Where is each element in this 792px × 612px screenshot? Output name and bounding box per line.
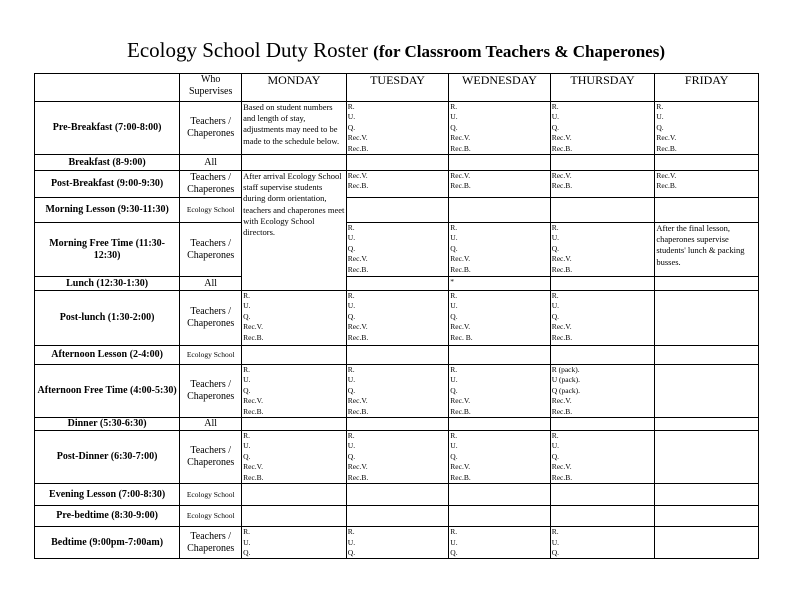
duty-code: U.: [450, 537, 458, 547]
cell-wed: [449, 506, 550, 527]
cell-tue: [346, 365, 449, 418]
cell-thu: [550, 223, 655, 277]
duty-code: R.: [450, 431, 458, 441]
duty-code: U.: [347, 375, 356, 385]
duty-code: Rec.V.: [551, 133, 572, 143]
row-supervisor: All: [180, 155, 242, 171]
monday-note-adjustments: Based on student numbers and length of stay, adjustments may need to be made to the schedule below.: [242, 102, 347, 155]
row-time-label: Post-Dinner (6:30-7:00): [35, 431, 180, 484]
cell-mon: [242, 418, 347, 431]
cell-thu: [550, 277, 655, 291]
duty-code: Rec.V.: [243, 322, 264, 332]
duty-code: Q.: [450, 547, 458, 557]
duty-code: U.: [450, 301, 458, 311]
cell-thu: [550, 484, 655, 506]
header-friday: FRIDAY: [655, 74, 759, 102]
row-supervisor: Ecology School: [180, 198, 242, 223]
duty-code: Rec.V.: [243, 462, 264, 472]
duty-code: Rec.V.: [347, 171, 368, 181]
cell-wed: [449, 431, 550, 484]
row-supervisor: Ecology School: [180, 484, 242, 506]
duty-code: R.: [347, 102, 355, 111]
row-supervisor: Teachers / Chaperones: [180, 527, 242, 559]
duty-code: Rec.B.: [551, 264, 573, 274]
row-time-label: Bedtime (9:00pm-7:00am): [35, 527, 180, 559]
row-time-label: Post-lunch (1:30-2:00): [35, 291, 180, 346]
row-supervisor: Teachers / Chaperones: [180, 223, 242, 277]
duty-code: U.: [450, 441, 458, 451]
cell-tue: [346, 346, 449, 365]
cell-wed: [449, 291, 550, 346]
cell-fri: [655, 484, 759, 506]
duty-code: Q.: [551, 547, 560, 557]
duty-code: Rec.B.: [450, 472, 471, 482]
cell-tue: [346, 291, 449, 346]
duty-code: Q.: [551, 122, 560, 132]
duty-code: Rec.V.: [347, 462, 368, 472]
table-row: [35, 155, 759, 171]
table-row: [35, 431, 759, 484]
cell-fri: [655, 346, 759, 365]
row-supervisor: Teachers / Chaperones: [180, 431, 242, 484]
duty-code: U.: [347, 537, 356, 547]
duty-code: U.: [551, 233, 560, 243]
duty-code: U.: [450, 112, 458, 122]
cell-wed: [449, 155, 550, 171]
cell-tue: [346, 277, 449, 291]
duty-code: Rec.B.: [243, 332, 264, 342]
cell-tue: [346, 418, 449, 431]
duty-code: Rec.B.: [347, 472, 369, 482]
cell-mon: [242, 527, 347, 559]
cell-tue: [346, 171, 449, 198]
duty-code: R.: [450, 223, 458, 233]
duty-code: R.: [347, 365, 355, 375]
page-title: [0, 38, 792, 63]
cell-tue: [346, 155, 449, 171]
duty-code: Q.: [347, 385, 356, 395]
duty-code: Rec.B.: [656, 181, 677, 191]
duty-code: R.: [450, 365, 458, 375]
cell-tue: [346, 102, 449, 155]
duty-code: Rec.B.: [243, 406, 264, 416]
cell-tue: [346, 223, 449, 277]
table-row: [35, 171, 759, 198]
cell-wed: [449, 346, 550, 365]
cell-mon: [242, 365, 347, 418]
duty-code: U.: [347, 112, 356, 122]
duty-code: R.: [450, 291, 458, 301]
header-blank: [35, 74, 180, 102]
duty-code: Q (pack).: [551, 385, 581, 395]
duty-code: Rec.B.: [243, 472, 264, 482]
duty-code: R.: [551, 431, 559, 441]
duty-code: R.: [347, 223, 355, 233]
row-time-label: Afternoon Free Time (4:00-5:30): [35, 365, 180, 418]
cell-tue: [346, 484, 449, 506]
duty-code: Rec.V.: [347, 322, 368, 332]
row-supervisor: Teachers / Chaperones: [180, 102, 242, 155]
duty-code: Rec.B.: [551, 143, 573, 153]
table-row: [35, 506, 759, 527]
table-row: [35, 198, 759, 223]
duty-code: U.: [347, 441, 356, 451]
duty-code: U.: [450, 233, 458, 243]
duty-code: U.: [347, 233, 356, 243]
duty-code: R.: [656, 102, 664, 111]
row-supervisor: All: [180, 418, 242, 431]
duty-code: Q.: [347, 451, 356, 461]
duty-code: Rec.V.: [450, 322, 471, 332]
duty-code: Rec.B.: [450, 143, 471, 153]
duty-code: Rec.V.: [551, 254, 572, 264]
table-row: [35, 102, 759, 155]
cell-wed: [449, 102, 550, 155]
duty-code: Rec.B.: [450, 264, 471, 274]
duty-code: Rec.V.: [450, 396, 471, 406]
duty-code: Q.: [347, 122, 356, 132]
row-time-label: Dinner (5:30-6:30): [35, 418, 180, 431]
cell-fri: [655, 171, 759, 198]
duty-code: Rec.B.: [551, 472, 573, 482]
duty-code: Q.: [450, 122, 458, 132]
cell-thu: [550, 171, 655, 198]
duty-code: Rec.B.: [347, 406, 369, 416]
duty-code: Q.: [347, 311, 356, 321]
duty-code: U.: [656, 112, 664, 122]
cell-thu: [550, 155, 655, 171]
duty-roster-table: [34, 73, 759, 559]
cell-thu: [550, 431, 655, 484]
cell-mon: [242, 346, 347, 365]
duty-code: Q.: [243, 385, 251, 395]
duty-code: U.: [243, 441, 251, 451]
duty-code: R.: [243, 365, 251, 375]
duty-code: R.: [450, 102, 458, 111]
duty-code: Rec.V.: [347, 254, 368, 264]
duty-code: Rec.V.: [347, 396, 368, 406]
table-row: [35, 484, 759, 506]
duty-code: Q.: [347, 243, 356, 253]
cell-mon: [242, 155, 347, 171]
duty-code: R.: [551, 527, 559, 537]
row-time-label: Lunch (12:30-1:30): [35, 277, 180, 291]
cell-mon: [242, 506, 347, 527]
table-row: [35, 418, 759, 431]
cell-wed: [449, 365, 550, 418]
duty-code: Rec.V.: [551, 171, 572, 181]
cell-wed: [449, 418, 550, 431]
duty-code: R.: [551, 291, 559, 301]
duty-code: R.: [551, 102, 559, 111]
table-row: [35, 346, 759, 365]
cell-thu: [550, 102, 655, 155]
row-supervisor: Teachers / Chaperones: [180, 365, 242, 418]
cell-tue: [346, 506, 449, 527]
row-time-label: Morning Free Time (11:30-12:30): [35, 223, 180, 277]
table-row: [35, 527, 759, 559]
duty-code: Rec.V.: [450, 133, 471, 143]
cell-fri: [655, 102, 759, 155]
duty-code: R.: [450, 527, 458, 537]
duty-code: Q.: [243, 547, 251, 557]
friday-note-final-lesson: After the final lesson, chaperones supervise students' lunch & packing busses.: [655, 223, 759, 277]
cell-fri: [655, 527, 759, 559]
row-supervisor: All: [180, 277, 242, 291]
cell-fri: [655, 418, 759, 431]
duty-code: Q.: [551, 243, 560, 253]
title-subtitle: (for Classroom Teachers & Chaperones): [373, 42, 665, 61]
duty-code: R (pack).: [551, 365, 580, 375]
table-row: [35, 291, 759, 346]
duty-code: Rec.V.: [656, 133, 677, 143]
duty-code: U (pack).: [551, 375, 581, 385]
duty-code: *: [450, 277, 455, 287]
header-supervises: Who Supervises: [180, 74, 242, 102]
duty-code: Rec.B.: [551, 406, 573, 416]
duty-code: Q.: [243, 311, 251, 321]
header-wednesday: WEDNESDAY: [449, 74, 550, 102]
cell-wed: [449, 171, 550, 198]
row-time-label: Morning Lesson (9:30-11:30): [35, 198, 180, 223]
row-time-label: Pre-Breakfast (7:00-8:00): [35, 102, 180, 155]
duty-code: Rec.B.: [656, 143, 677, 153]
cell-thu: [550, 365, 655, 418]
duty-code: Rec.B.: [347, 143, 369, 153]
header-tuesday: TUESDAY: [346, 74, 449, 102]
cell-thu: [550, 527, 655, 559]
cell-thu: [550, 291, 655, 346]
duty-code: Rec.V.: [656, 171, 677, 181]
duty-code: Rec. B.: [450, 332, 473, 342]
duty-code: R.: [347, 291, 355, 301]
cell-thu: [550, 198, 655, 223]
duty-code: Rec.V.: [450, 171, 471, 181]
duty-code: Rec.V.: [450, 254, 471, 264]
duty-code: Rec.V.: [551, 462, 572, 472]
row-supervisor: Teachers / Chaperones: [180, 291, 242, 346]
duty-code: R.: [347, 527, 355, 537]
table-row: [35, 365, 759, 418]
cell-tue: [346, 198, 449, 223]
duty-code: Q.: [450, 243, 458, 253]
cell-thu: [550, 418, 655, 431]
cell-fri: [655, 291, 759, 346]
duty-code: Rec.B.: [551, 181, 573, 191]
title-main: Ecology School Duty Roster: [127, 38, 368, 62]
duty-code: U.: [551, 301, 560, 311]
duty-code: Rec.B.: [551, 332, 573, 342]
table-row: [35, 223, 759, 277]
duty-code: R.: [551, 223, 559, 233]
duty-code: Q.: [450, 451, 458, 461]
row-supervisor: Teachers / Chaperones: [180, 171, 242, 198]
cell-fri: [655, 365, 759, 418]
duty-code: Q.: [551, 451, 560, 461]
row-time-label: Breakfast (8-9:00): [35, 155, 180, 171]
header-monday: MONDAY: [242, 74, 347, 102]
row-time-label: Afternoon Lesson (2-4:00): [35, 346, 180, 365]
duty-code: Q.: [347, 547, 356, 557]
cell-mon: [242, 484, 347, 506]
duty-code: Rec.V.: [347, 133, 368, 143]
monday-note-arrival: After arrival Ecology School staff supervise students during dorm orientation, teachers and chaperones meet with Ecology School directors.: [242, 171, 347, 291]
cell-fri: [655, 198, 759, 223]
cell-fri: [655, 431, 759, 484]
header-thursday: THURSDAY: [550, 74, 655, 102]
duty-code: Rec.B.: [450, 406, 471, 416]
cell-mon: [242, 431, 347, 484]
duty-code: U.: [551, 112, 560, 122]
cell-mon: [242, 291, 347, 346]
cell-wed: [449, 484, 550, 506]
cell-wed: [449, 527, 550, 559]
duty-code: R.: [347, 431, 355, 441]
duty-code: Rec.V.: [243, 396, 264, 406]
cell-tue: [346, 527, 449, 559]
duty-code: Q.: [450, 311, 458, 321]
cell-fri: [655, 155, 759, 171]
duty-code: Rec.B.: [450, 181, 471, 191]
row-supervisor: Ecology School: [180, 346, 242, 365]
cell-wed: [449, 198, 550, 223]
cell-fri: [655, 506, 759, 527]
cell-tue: [346, 431, 449, 484]
duty-code: Rec.B.: [347, 181, 369, 191]
table-row: [35, 277, 759, 291]
duty-code: U.: [243, 375, 251, 385]
row-supervisor: Ecology School: [180, 506, 242, 527]
duty-code: Q.: [450, 385, 458, 395]
duty-code: Rec.B.: [347, 264, 369, 274]
duty-code: R.: [243, 291, 251, 301]
duty-code: Rec.B.: [347, 332, 369, 342]
cell-fri: [655, 277, 759, 291]
duty-code: Rec.V.: [551, 322, 572, 332]
row-time-label: Post-Breakfast (9:00-9:30): [35, 171, 180, 198]
duty-code: U.: [551, 441, 560, 451]
duty-code: Q.: [551, 311, 560, 321]
duty-code: R.: [243, 431, 251, 441]
duty-code: R.: [243, 527, 251, 537]
duty-code: U.: [243, 301, 251, 311]
cell-thu: [550, 506, 655, 527]
cell-thu: [550, 346, 655, 365]
duty-code: U.: [450, 375, 458, 385]
header-row: [35, 74, 759, 102]
row-time-label: Evening Lesson (7:00-8:30): [35, 484, 180, 506]
cell-wed: [449, 223, 550, 277]
duty-code: U.: [551, 537, 560, 547]
row-time-label: Pre-bedtime (8:30-9:00): [35, 506, 180, 527]
duty-code: Rec.V.: [551, 396, 572, 406]
duty-code: U.: [243, 537, 251, 547]
cell-wed: [449, 277, 550, 291]
duty-code: Rec.V.: [450, 462, 471, 472]
duty-code: Q.: [243, 451, 251, 461]
duty-code: Q.: [656, 122, 664, 132]
duty-code: U.: [347, 301, 356, 311]
